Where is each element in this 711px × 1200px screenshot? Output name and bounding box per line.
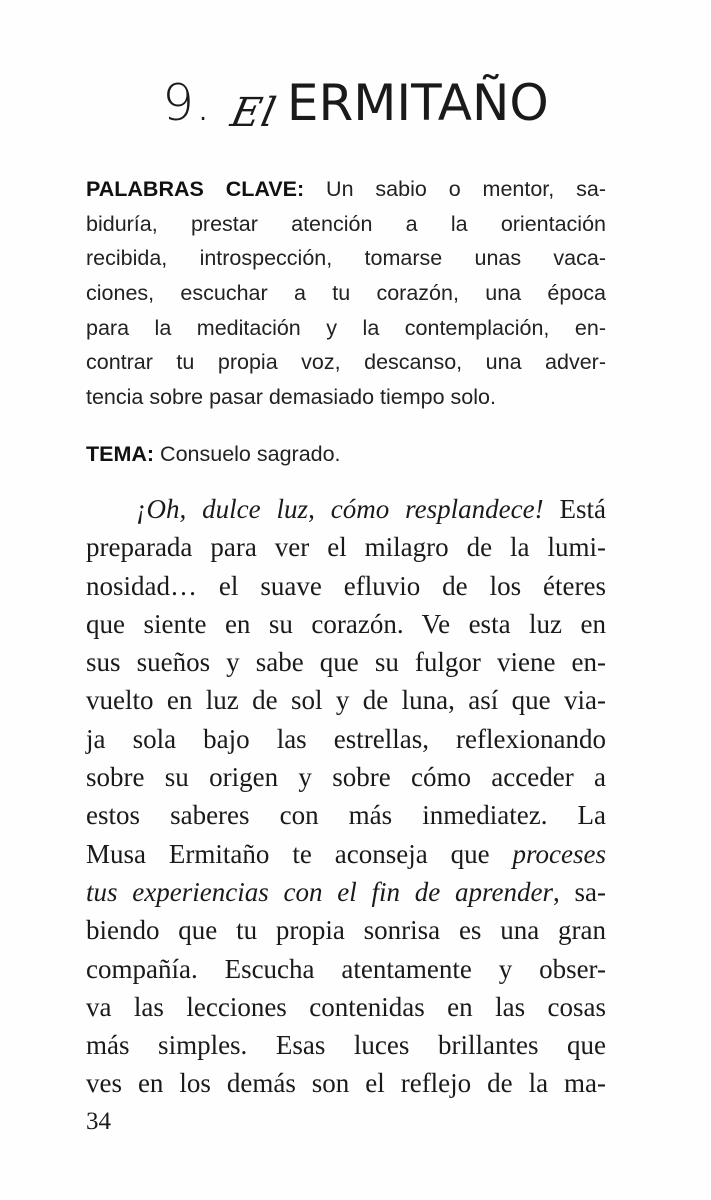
keywords-line: contrar tu propia voz, descanso, una adver-: [86, 350, 606, 375]
body-line: Musa Ermitaño te aconseja que proceses: [86, 838, 606, 869]
body-line: que siente en su corazón. Ve esta luz en: [86, 608, 606, 639]
body-line: va las lecciones contenidas en las cosas: [86, 991, 606, 1022]
keywords-label: PALABRAS CLAVE:: [86, 177, 305, 201]
body-line: biendo que tu propia sonrisa es una gran: [86, 915, 606, 946]
body-paragraph: [86, 490, 606, 1103]
body-line: más simples. Esas luces brillantes que: [86, 1030, 606, 1061]
body-line: sobre su origen y sobre cómo acceder a: [86, 762, 606, 793]
keywords-line: ciones, escuchar a tu corazón, una época: [86, 281, 606, 306]
body-line: compañía. Escucha atentamente y obser-: [86, 953, 606, 984]
chapter-title: [0, 68, 711, 142]
body-line: ja sola bajo las estrellas, reflexionando: [86, 723, 606, 754]
chapter-name: ERMITAÑO: [286, 74, 549, 132]
body-line: sus sueños y sabe que su fulgor viene en-: [86, 647, 606, 678]
body-line: vuelto en luz de sol y de luna, así que via-: [86, 685, 606, 716]
body-line: nosidad… el suave efluvio de los éteres: [86, 570, 606, 601]
body-line: preparada para ver el milagro de la lumi-: [86, 532, 606, 563]
body-line: estos saberes con más inmediatez. La: [86, 800, 606, 831]
page-number: 34: [86, 1108, 111, 1135]
keywords-line: biduría, prestar atención a la orientación: [86, 211, 606, 236]
body-italic-exclamation: ¡Oh, dulce luz, cómo resplandece!: [136, 494, 544, 524]
theme-label: TEMA:: [86, 442, 155, 466]
chapter-article: El: [226, 90, 281, 136]
body-line: ves en los demás son el reflejo de la ma-: [86, 1068, 606, 1099]
body-line: tus experiencias con el fin de aprender, sa-: [86, 876, 607, 907]
keywords-line: para la meditación y la contemplación, en-: [86, 315, 606, 340]
keywords-line: tencia sobre pasar demasiado tiempo solo.: [86, 385, 496, 410]
theme-text: Consuelo sagrado.: [154, 442, 341, 466]
keywords-line: recibida, introspección, tomarse unas vaca-: [86, 246, 606, 271]
keywords-line: PALABRAS CLAVE: Un sabio o mentor, sa-: [86, 177, 606, 201]
body-line: ¡Oh, dulce luz, cómo resplandece! Está: [136, 494, 606, 524]
keywords-section: [86, 172, 606, 415]
theme-section: [86, 437, 606, 471]
chapter-number: 9.: [162, 74, 212, 132]
